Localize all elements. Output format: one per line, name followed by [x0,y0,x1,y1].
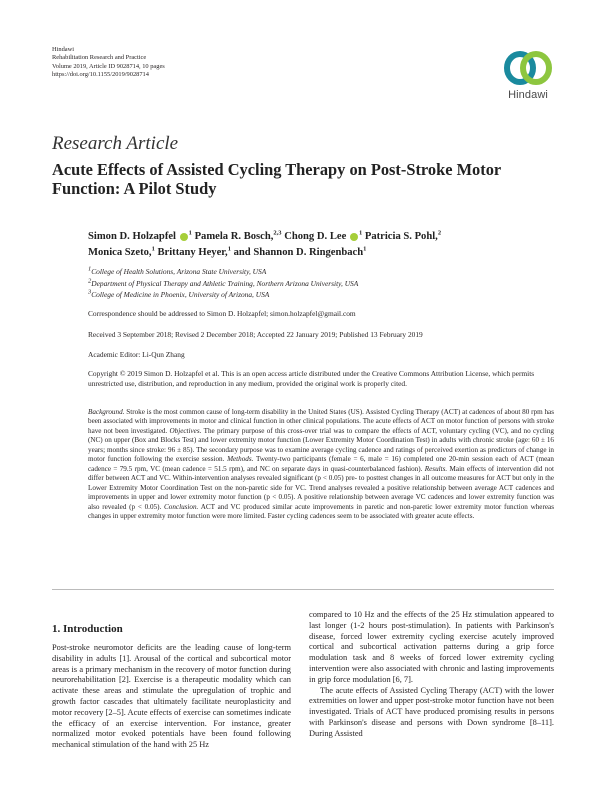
abstract-label-results: Results. [424,464,448,473]
body-paragraph: The acute effects of Assisted Cycling Therapy (ACT) with the lower extremities on lower and upper post-stroke motor function have not been investigated. Trials of ACT have produced promising results in persons with Parkinson's disease and persons with Down syndrome [8–11]. During Assisted [309,685,554,738]
volume-info: Volume 2019, Article ID 9028714, 10 pages [52,62,165,70]
abstract-label-conclusion: Conclusion. [164,502,199,511]
author-name[interactable]: Pamela R. Bosch, [194,231,274,242]
abstract-text-conclusion: ACT and VC produced similar acute improvements in paretic and non-paretic lower extremity motor function whereas changes in upper extremity motor function were more limited. Faster cycling cadences seem to be associated with greater acute effects. [88,502,554,520]
abstract-text-objectives: The primary purpose of this cross-over trial was to compare the effects of ACT, voluntary cycling (VC), and no cycling (NC) on upper (Box and Blocks Test) and lower extremity motor function (Lower Extremity Motor Coordination Test) in adults with chronic stroke (age: 60 ± 16 years; months since stroke: 96 ± 85). The secondary purpose was to examine average cycling cadence and ratings of perceived exertion as predictors of change in motor function following the exercise session. [88,426,554,464]
abstract-label-objectives: Objectives. [169,426,202,435]
author-affil-sup: 1 [363,245,367,253]
author-affil-sup: 2,3 [273,229,282,237]
author-list [88,229,568,261]
author-name[interactable]: Simon D. Holzapfel [88,231,176,242]
body-column-right [309,610,554,740]
abstract-label-methods: Methods. [227,455,254,464]
affiliation-item: 3College of Medicine in Phoenix, University of Arizona, USA [88,288,270,299]
academic-editor: Academic Editor: Li-Qun Zhang [88,350,185,359]
abstract-text-background: Stroke is the most common cause of long-term disability in the United States (US). Assisted Cycling Therapy (ACT) at cadences of about 80 rpm has been associated with improvements in motor and clinical function in other clinical populations. The acute effects of ACT on motor function of persons with stroke have not been investigated. [88,408,554,435]
correspondence: Correspondence should be addressed to Simon D. Holzapfel; simon.holzapfel@gmail.com [88,309,356,318]
orcid-icon[interactable] [350,233,358,241]
journal-name: Rehabilitation Research and Practice [52,54,147,62]
author-name[interactable]: Chong D. Lee [284,231,347,242]
author-affil-sup: 1 [188,229,192,237]
abstract [88,408,554,521]
copyright-notice: Copyright © 2019 Simon D. Holzapfel et al. This is an open access article distributed under the Creative Commons Attribution License, which permits unrestricted use, distribution, and reproduction in any medium, provided the original work is properly cited. [88,369,535,388]
author-name[interactable]: and Shannon D. Ringenbach [233,247,364,258]
logo-wordmark: Hindawi [508,89,548,101]
publisher-name: Hindawi [52,46,75,53]
author-affil-sup: 1 [151,245,155,253]
abstract-text-results: Main effects of intervention did not differ between ACT and VC. Within-intervention analyses revealed significant (p < 0.05) pre- to posttest changes in all outcome measures for ACT but only in the Lower Extremity Motor Coordination Test on the non-paretic side for VC. Trend analyses revealed a positive relationship between average ACT cadences and improvements in upper and lower extremity motor function (p < 0.05). A positive relationship between average VC cadences and lower extremity function was also revealed (p < 0.05). [88,464,554,511]
affiliation-item: 2Department of Physical Therapy and Athletic Training, Northern Arizona University, USA [88,277,359,288]
journal-meta [52,46,165,80]
hindawi-logo [498,48,558,108]
article-title: Acute Effects of Assisted Cycling Therapy on Post-Stroke Motor Function: A Pilot Study [52,160,501,198]
section-heading: 1. Introduction [52,623,123,635]
author-name[interactable]: Monica Szeto, [88,247,152,258]
author-name[interactable]: Brittany Heyer, [157,247,228,258]
article-type: Research Article [52,133,179,154]
section-divider [52,589,554,590]
author-affil-sup: 1 [358,229,363,237]
affiliation-item: 1College of Health Solutions, Arizona State University, USA [88,265,267,276]
body-paragraph: compared to 10 Hz and the effects of the 25 Hz stimulation appeared to last longer (1-2 hours post-stimulation). In patients with Parkinson's disease, forced lower extremity cycling exercise acutely improved cortical and subcortical activation patterns during a grip force modulation task and 8 weeks of forced lower extremity cycling intervention were also associated with chronic and lasting improvements in grip force modulation [6, 7]. [309,610,554,684]
publication-dates: Received 3 September 2018; Revised 2 December 2018; Accepted 22 January 2019; Published 13 February 2019 [88,330,423,339]
body-paragraph: Post-stroke neuromotor deficits are the leading cause of long-term disability in adults [1]. Arousal of the cortical and subcortical motor areas is a primary mechanism in the recovery of motor function during neurorehabilitation [2]. Exercise is a therapeutic modality which can activate these areas and stimulate the upregulation of trophic and growth factor cascades that ultimately facilitate neuroplasticity and motor recovery [2–5]. Acute effects of exercise can sometimes indicate the efficacy of an exercise intervention. For instance, greater normalized motor evoked potentials have been found following mechanical stimulation of the hand with 25 Hz [52,643,291,750]
abstract-text-methods: Twenty-two participants (female = 6, male = 16) completed one 20-min session each of ACT (mean cadence = 79.5 rpm, VC (mean cadence = 51.5 rpm), and NC on separate days in quasi-counterbalanced fashion). [88,455,554,473]
affiliations [88,266,358,301]
doi-link[interactable]: https://doi.org/10.1155/2019/9028714 [52,71,149,79]
abstract-label-background: Background. [88,408,125,416]
orcid-icon[interactable] [180,233,188,241]
author-affil-sup: 1 [227,245,231,253]
hindawi-logo-icon [502,48,554,88]
author-name[interactable]: Patricia S. Pohl, [364,231,438,242]
body-column-left [52,643,291,751]
author-affil-sup: 2 [437,229,442,237]
